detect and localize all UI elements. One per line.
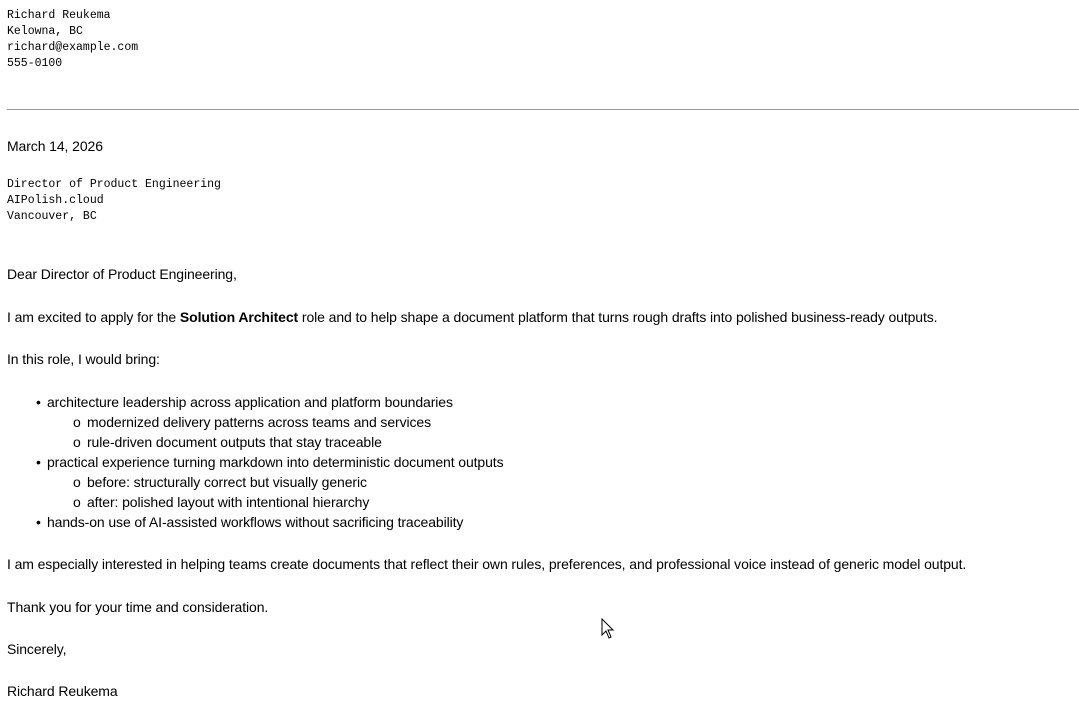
recipient-company: AIPolish.cloud [7,194,104,207]
recipient-title: Director of Product Engineering [7,178,221,191]
list-item-text: hands-on use of AI-assisted workflows without sacrificing traceability [47,514,464,530]
list-marker: o [73,414,81,430]
salutation: Dear Director of Product Engineering, [7,266,237,282]
recipient-block [7,177,221,225]
intro-text: I am excited to apply for the [7,309,180,325]
list-marker: • [36,454,41,470]
letter-date: March 14, 2026 [7,138,103,154]
recipient-location: Vancouver, BC [7,210,97,223]
intro-paragraph [7,307,937,327]
list-item-text: practical experience turning markdown into deterministic document outputs [47,454,504,470]
list-item [36,392,453,412]
sender-block [7,8,138,72]
thanks-paragraph: Thank you for your time and consideration. [7,599,269,615]
list-item [36,452,504,472]
sender-name: Richard Reukema [7,9,111,22]
list-marker: • [36,514,41,530]
list-item [73,472,367,492]
sender-location: Kelowna, BC [7,25,83,38]
list-marker: • [36,394,41,410]
list-item-text: before: structurally correct but visually generic [87,474,367,490]
list-item [73,432,382,452]
list-item-text: rule-driven document outputs that stay traceable [87,434,382,450]
list-item [36,512,464,532]
role-name: Solution Architect [179,309,299,325]
list-marker: o [73,474,81,490]
mouse-cursor-icon [601,618,615,640]
intro-text-end: role and to help shape a document platform that turns rough drafts into polished business-ready outputs. [298,309,938,325]
sender-phone: 555-0100 [7,57,63,70]
list-marker: o [73,494,81,510]
signature: Richard Reukema [7,683,118,699]
list-marker: o [73,434,81,450]
sender-email: richard@example.com [7,41,139,54]
list-item-text: architecture leadership across application and platform boundaries [47,394,453,410]
divider [7,109,1079,110]
list-item [73,412,431,432]
lead-in: In this role, I would bring: [7,351,160,367]
list-item-text: after: polished layout with intentional hierarchy [87,494,370,510]
list-item [73,492,370,512]
closing: Sincerely, [7,641,67,657]
interest-paragraph: I am especially interested in helping teams create documents that reflect their own rules, preferences, and professional voice instead of generic model output. [7,556,967,572]
list-item-text: modernized delivery patterns across teams and services [87,414,431,430]
